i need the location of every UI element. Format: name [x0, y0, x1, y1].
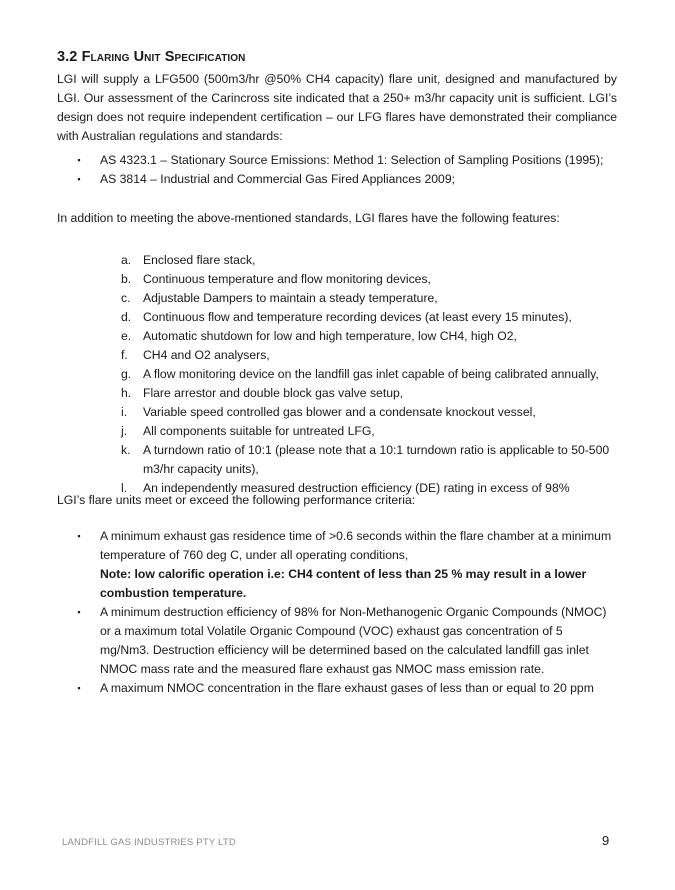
performance-list — [74, 527, 614, 698]
bullet-icon: ▪ — [77, 607, 81, 617]
feature-item — [121, 289, 621, 308]
standards-item — [74, 151, 614, 170]
standards-item-text: AS 4323.1 – Stationary Source Emissions: Method 1: Selection of Sampling Positions (1995); — [100, 153, 604, 167]
feature-marker: l. — [121, 481, 128, 495]
feature-text: An independently measured destruction efficiency (DE) rating in excess of 98% — [143, 481, 570, 495]
feature-text: Automatic shutdown for low and high temperature, low CH4, high O2, — [143, 329, 517, 343]
feature-item — [121, 270, 621, 289]
feature-marker: a. — [121, 253, 132, 267]
feature-marker: h. — [121, 386, 132, 400]
performance-item — [74, 527, 614, 603]
performance-note: Note: low calorific operation i.e: CH4 content of less than 25 % may result in a lower combustion temperature. — [100, 567, 587, 600]
feature-item — [121, 441, 621, 479]
feature-marker: d. — [121, 310, 132, 324]
feature-item — [121, 384, 621, 403]
standards-item-text: AS 3814 – Industrial and Commercial Gas Fired Appliances 2009; — [100, 172, 455, 186]
feature-item — [121, 327, 621, 346]
feature-item — [121, 308, 621, 327]
performance-item — [74, 679, 614, 698]
features-list — [121, 251, 621, 498]
bullet-icon: ▪ — [77, 174, 81, 184]
feature-text: Enclosed flare stack, — [143, 253, 256, 267]
feature-item — [121, 251, 621, 270]
performance-item-text: A maximum NMOC concentration in the flare exhaust gases of less than or equal to 20 ppm — [100, 681, 594, 695]
feature-text: CH4 and O2 analysers, — [143, 348, 270, 362]
feature-text: Flare arrestor and double block gas valve setup, — [143, 386, 404, 400]
feature-item — [121, 346, 621, 365]
feature-text: A flow monitoring device on the landfill gas inlet capable of being calibrated annually, — [143, 367, 599, 381]
feature-marker: j. — [121, 424, 128, 438]
feature-text: Variable speed controlled gas blower and a condensate knockout vessel, — [143, 405, 536, 419]
intro-paragraph: LGI will supply a LFG500 (500m3/hr @50% CH4 capacity) flare unit, designed and manufactured by LGI. Our assessment of the Carincross site indicated that a 250+ m3/hr capacity unit is sufficient. LGI’s design does not require independent certification – our LFG flares have demonstrated their compliance with Australian regulations and standards: — [57, 72, 617, 143]
feature-marker: g. — [121, 367, 132, 381]
feature-item — [121, 422, 621, 441]
feature-item — [121, 365, 621, 384]
feature-marker: i. — [121, 405, 128, 419]
performance-item-text: A minimum destruction efficiency of 98% for Non-Methanogenic Organic Compounds (NMOC) or a maximum total Volatile Organic Compound (VOC) exhaust gas concentration of 5 mg/Nm3. Destruction efficiency will be determined based on the calculated landfill gas inlet NMOC mass rate and the measured flare exhaust gas NMOC mass emission rate. — [100, 605, 607, 676]
feature-marker: k. — [121, 443, 131, 457]
feature-marker: e. — [121, 329, 132, 343]
footer-company: LANDFILL GAS INDUSTRIES PTY LTD — [62, 837, 236, 848]
standards-list — [74, 151, 614, 189]
feature-text: Continuous flow and temperature recording devices (at least every 15 minutes), — [143, 310, 572, 324]
feature-text: A turndown ratio of 10:1 (please note that a 10:1 turndown ratio is applicable to 50-500 m3/hr capacity units), — [143, 443, 610, 476]
performance-intro-paragraph: LGI’s flare units meet or exceed the following performance criteria: — [57, 493, 416, 507]
performance-item — [74, 603, 614, 679]
standards-item — [74, 170, 614, 189]
feature-text: Continuous temperature and flow monitoring devices, — [143, 272, 431, 286]
feature-marker: c. — [121, 291, 131, 305]
feature-text: Adjustable Dampers to maintain a steady temperature, — [143, 291, 438, 305]
feature-marker: b. — [121, 272, 132, 286]
performance-item-text: A minimum exhaust gas residence time of >0.6 seconds within the flare chamber at a minimum temperature of 760 deg C, under all operating conditions, — [100, 529, 612, 562]
bullet-icon: ▪ — [77, 155, 81, 165]
bullet-icon: ▪ — [77, 531, 81, 541]
feature-item — [121, 403, 621, 422]
bullet-icon: ▪ — [77, 683, 81, 693]
page-number: 9 — [602, 833, 610, 848]
features-intro-paragraph: In addition to meeting the above-mentioned standards, LGI flares have the following features: — [57, 211, 560, 225]
feature-text: All components suitable for untreated LFG, — [143, 424, 375, 438]
feature-marker: f. — [121, 348, 128, 362]
section-title: 3.2 Flaring Unit Specification — [57, 49, 246, 65]
